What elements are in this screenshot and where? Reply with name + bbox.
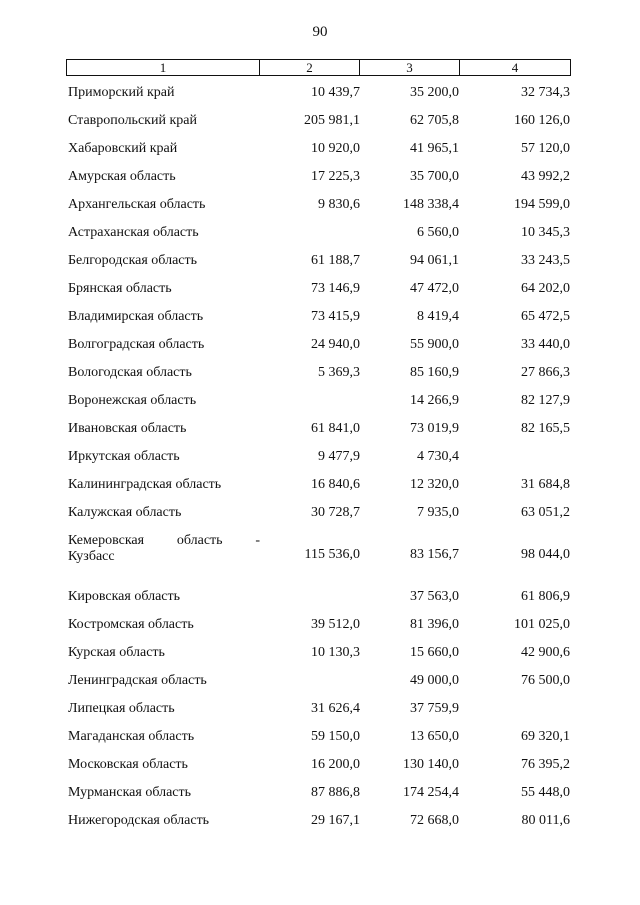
region-name: Приморский край bbox=[68, 85, 175, 100]
region-name: Мурманская область bbox=[68, 785, 192, 800]
value-column-3: 4 730,4 bbox=[417, 449, 459, 464]
table-row bbox=[0, 755, 640, 783]
value-column-3: 94 061,1 bbox=[410, 253, 459, 268]
region-name: Белгородская область bbox=[68, 253, 198, 268]
table-row bbox=[0, 727, 640, 755]
table-row bbox=[0, 391, 640, 419]
region-name: Калининградская область bbox=[68, 477, 222, 492]
region-name-fragment: Кузбасс bbox=[68, 549, 115, 564]
region-name-fragment: область bbox=[176, 533, 223, 548]
region-name-fragment: - bbox=[255, 533, 260, 548]
table-row bbox=[0, 335, 640, 363]
region-name bbox=[68, 533, 263, 565]
table-row bbox=[0, 783, 640, 811]
value-column-4: 76 500,0 bbox=[521, 673, 570, 688]
region-name: Кировская область bbox=[68, 589, 181, 604]
value-column-4: 31 684,8 bbox=[521, 477, 570, 492]
table-row bbox=[0, 111, 640, 139]
value-column-3: 15 660,0 bbox=[410, 645, 459, 660]
value-column-2: 17 225,3 bbox=[311, 169, 360, 184]
value-column-2: 24 940,0 bbox=[311, 337, 360, 352]
column-header-1: 1 bbox=[67, 60, 260, 75]
table-row bbox=[0, 503, 640, 531]
value-column-4: 80 011,6 bbox=[521, 813, 570, 828]
value-column-2: 30 728,7 bbox=[311, 505, 360, 520]
value-column-2: 9 830,6 bbox=[318, 197, 360, 212]
value-column-2: 16 200,0 bbox=[311, 757, 360, 772]
value-column-3: 8 419,4 bbox=[417, 309, 459, 324]
table-row bbox=[0, 811, 640, 839]
region-name: Астраханская область bbox=[68, 225, 199, 240]
value-column-4: 69 320,1 bbox=[521, 729, 570, 744]
value-column-3: 37 759,9 bbox=[410, 701, 459, 716]
value-column-3: 148 338,4 bbox=[403, 197, 459, 212]
table-row bbox=[0, 447, 640, 475]
value-column-3: 49 000,0 bbox=[410, 673, 459, 688]
value-column-2: 59 150,0 bbox=[311, 729, 360, 744]
value-column-3: 83 156,7 bbox=[410, 547, 459, 562]
value-column-2: 205 981,1 bbox=[304, 113, 360, 128]
value-column-2: 29 167,1 bbox=[311, 813, 360, 828]
value-column-4: 55 448,0 bbox=[521, 785, 570, 800]
column-header-2: 2 bbox=[260, 60, 360, 75]
value-column-3: 174 254,4 bbox=[403, 785, 459, 800]
table-row bbox=[0, 643, 640, 671]
value-column-4: 42 900,6 bbox=[521, 645, 570, 660]
value-column-2: 10 439,7 bbox=[311, 85, 360, 100]
value-column-2: 87 886,8 bbox=[311, 785, 360, 800]
value-column-2: 31 626,4 bbox=[311, 701, 360, 716]
value-column-4: 63 051,2 bbox=[521, 505, 570, 520]
table-row bbox=[0, 531, 640, 587]
value-column-4: 76 395,2 bbox=[521, 757, 570, 772]
region-name: Московская область bbox=[68, 757, 188, 772]
value-column-4: 10 345,3 bbox=[521, 225, 570, 240]
value-column-4: 65 472,5 bbox=[521, 309, 570, 324]
region-name: Ивановская область bbox=[68, 421, 187, 436]
value-column-4: 61 806,9 bbox=[521, 589, 570, 604]
value-column-2: 115 536,0 bbox=[304, 547, 360, 562]
value-column-4: 43 992,2 bbox=[521, 169, 570, 184]
value-column-3: 41 965,1 bbox=[410, 141, 459, 156]
region-name: Костромская область bbox=[68, 617, 194, 632]
value-column-3: 73 019,9 bbox=[410, 421, 459, 436]
table-row bbox=[0, 195, 640, 223]
value-column-3: 72 668,0 bbox=[410, 813, 459, 828]
value-column-3: 6 560,0 bbox=[417, 225, 459, 240]
value-column-2: 9 477,9 bbox=[318, 449, 360, 464]
value-column-4: 27 866,3 bbox=[521, 365, 570, 380]
value-column-4: 98 044,0 bbox=[521, 547, 570, 562]
region-name: Брянская область bbox=[68, 281, 172, 296]
page-number: 90 bbox=[312, 24, 328, 40]
region-name: Магаданская область bbox=[68, 729, 195, 744]
region-name: Курская область bbox=[68, 645, 165, 660]
table-row bbox=[0, 699, 640, 727]
value-column-4: 33 243,5 bbox=[521, 253, 570, 268]
value-column-2: 73 146,9 bbox=[311, 281, 360, 296]
table-row bbox=[0, 223, 640, 251]
region-name: Хабаровский край bbox=[68, 141, 178, 156]
value-column-3: 81 396,0 bbox=[410, 617, 459, 632]
region-name: Липецкая область bbox=[68, 701, 175, 716]
value-column-3: 37 563,0 bbox=[410, 589, 459, 604]
table-row bbox=[0, 587, 640, 615]
value-column-2: 61 841,0 bbox=[311, 421, 360, 436]
value-column-3: 13 650,0 bbox=[410, 729, 459, 744]
value-column-2: 39 512,0 bbox=[311, 617, 360, 632]
value-column-4: 33 440,0 bbox=[521, 337, 570, 352]
table-row bbox=[0, 167, 640, 195]
value-column-3: 47 472,0 bbox=[410, 281, 459, 296]
value-column-2: 10 130,3 bbox=[311, 645, 360, 660]
column-header-4: 4 bbox=[511, 60, 519, 75]
table-row bbox=[0, 307, 640, 335]
value-column-3: 85 160,9 bbox=[410, 365, 459, 380]
table-body bbox=[0, 83, 640, 839]
value-column-3: 55 900,0 bbox=[410, 337, 459, 352]
value-column-3: 35 700,0 bbox=[410, 169, 459, 184]
column-header-3: 3 bbox=[360, 60, 460, 75]
value-column-4: 101 025,0 bbox=[514, 617, 570, 632]
region-name-fragment: Кемеровская bbox=[68, 533, 145, 548]
value-column-3: 12 320,0 bbox=[410, 477, 459, 492]
region-name: Амурская область bbox=[68, 169, 176, 184]
value-column-4: 194 599,0 bbox=[514, 197, 570, 212]
table-row bbox=[0, 251, 640, 279]
value-column-3: 7 935,0 bbox=[417, 505, 459, 520]
table-row bbox=[0, 83, 640, 111]
table-row bbox=[0, 671, 640, 699]
value-column-3: 14 266,9 bbox=[410, 393, 459, 408]
value-column-4: 32 734,3 bbox=[521, 85, 570, 100]
table-header bbox=[66, 59, 571, 76]
value-column-2: 73 415,9 bbox=[311, 309, 360, 324]
table-row bbox=[0, 139, 640, 167]
table-row bbox=[0, 475, 640, 503]
value-column-2: 16 840,6 bbox=[311, 477, 360, 492]
region-name: Владимирская область bbox=[68, 309, 204, 324]
value-column-3: 35 200,0 bbox=[410, 85, 459, 100]
region-name: Ставропольский край bbox=[68, 113, 197, 128]
table-row bbox=[0, 279, 640, 307]
region-name: Волгоградская область bbox=[68, 337, 205, 352]
value-column-4: 82 127,9 bbox=[521, 393, 570, 408]
value-column-3: 130 140,0 bbox=[403, 757, 459, 772]
value-column-4: 57 120,0 bbox=[521, 141, 570, 156]
table-row bbox=[0, 419, 640, 447]
value-column-2: 10 920,0 bbox=[311, 141, 360, 156]
value-column-4: 82 165,5 bbox=[521, 421, 570, 436]
value-column-2: 5 369,3 bbox=[318, 365, 360, 380]
region-name: Вологодская область bbox=[68, 365, 192, 380]
region-name: Архангельская область bbox=[68, 197, 206, 212]
region-name: Нижегородская область bbox=[68, 813, 210, 828]
table-row bbox=[0, 615, 640, 643]
table-row bbox=[0, 363, 640, 391]
region-name: Воронежская область bbox=[68, 393, 197, 408]
region-name: Калужская область bbox=[68, 505, 182, 520]
value-column-4: 64 202,0 bbox=[521, 281, 570, 296]
value-column-4: 160 126,0 bbox=[514, 113, 570, 128]
value-column-3: 62 705,8 bbox=[410, 113, 459, 128]
region-name: Иркутская область bbox=[68, 449, 180, 464]
value-column-2: 61 188,7 bbox=[311, 253, 360, 268]
region-name: Ленинградская область bbox=[68, 673, 207, 688]
